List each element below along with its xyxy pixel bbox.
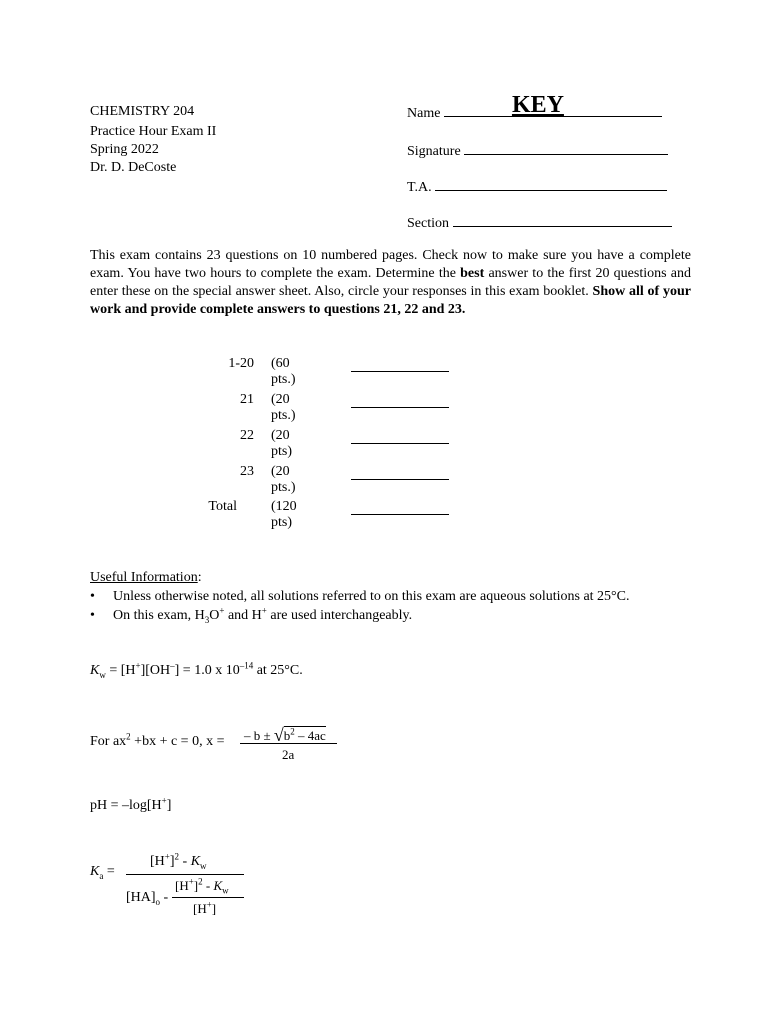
name-line xyxy=(444,92,662,118)
score-item: 23 xyxy=(240,464,254,479)
ka-num-minus: - xyxy=(179,854,191,869)
section-line xyxy=(453,214,672,227)
ka-ha-sub: o xyxy=(155,896,161,907)
quad-num-part1: – b ± xyxy=(244,728,271,743)
ka-k: K xyxy=(90,864,100,879)
ka-inner-k: K xyxy=(213,878,223,893)
score-item: 22 xyxy=(240,428,254,443)
ph-end: ] xyxy=(166,798,172,813)
score-blank[interactable] xyxy=(351,359,449,372)
ka-inner-den-plus: + xyxy=(206,899,212,910)
ka-inner-w: w xyxy=(222,885,229,896)
ka-inner-plus: + xyxy=(188,876,194,887)
useful-info-heading-text: Useful Information xyxy=(90,570,198,585)
quad-num-sq: 2 xyxy=(290,726,295,737)
bullet-1-text: Unless otherwise noted, all solutions referred to on this exam are aqueous solutions at 25°C. xyxy=(113,589,630,604)
signature-label: Signature xyxy=(407,144,461,159)
name-label: Name xyxy=(407,106,441,121)
kw-part2: ][OH xyxy=(140,663,171,678)
ta-line xyxy=(435,178,667,191)
ka-num-k: K xyxy=(190,854,201,869)
useful-info-heading: Useful Information: xyxy=(90,570,202,585)
score-item: Total xyxy=(208,499,237,514)
score-blank[interactable] xyxy=(351,467,449,480)
instructions-bold-end: Show all of your work and provide complete answers to questions 21, 22 and 23. xyxy=(90,284,691,317)
ka-numerator xyxy=(150,851,207,871)
ka-den-minus: - xyxy=(160,890,169,905)
quadratic-numerator xyxy=(244,724,326,745)
quad-radicand xyxy=(284,726,326,743)
instructions-paragraph xyxy=(90,247,691,319)
quad-lhs-b: +bx + c = 0, x = xyxy=(130,734,225,749)
bullet-2-text-c: O xyxy=(209,608,220,623)
ka-eq: = xyxy=(103,864,115,879)
ka-inner-den-h: [H xyxy=(193,901,207,916)
score-points: (60 pts.) xyxy=(271,356,296,387)
ka-lhs xyxy=(90,864,115,880)
kw-equation xyxy=(90,660,303,680)
ka-inner-denominator xyxy=(193,901,216,917)
ta-field[interactable] xyxy=(407,178,667,196)
bullet-2-text-g: are used interchangeably. xyxy=(266,608,413,623)
kw-sup2: – xyxy=(170,660,175,671)
ka-ha: [HA] xyxy=(126,890,156,905)
exam-title: Practice Hour Exam II xyxy=(90,124,217,139)
ka-sub: a xyxy=(99,870,104,881)
signature-line xyxy=(464,142,668,155)
ka-denominator-ha xyxy=(126,890,168,906)
section-label: Section xyxy=(407,216,449,231)
ka-inner-den-bracket: ] xyxy=(211,901,217,916)
bullet-1 xyxy=(90,589,630,605)
name-field[interactable] xyxy=(407,92,662,122)
score-points: (20 pts) xyxy=(271,428,292,459)
course-title: CHEMISTRY 204 xyxy=(90,104,195,119)
sqrt-icon: √ xyxy=(273,725,284,745)
ta-label: T.A. xyxy=(407,180,432,195)
instructions-bold-word: best xyxy=(460,266,485,281)
instructions-text: This exam contains 23 questions on 10 numbered pages. Check now to make sure you have a complete exam. You have two hours to complete the exam. Determine the xyxy=(90,248,691,281)
bullet-2-sup2: + xyxy=(261,605,267,616)
ka-inner-h: [H xyxy=(175,878,189,893)
ph-text: pH = –log[H xyxy=(90,798,162,813)
bullet-2-sub: 3 xyxy=(204,614,210,625)
ka-num-w: w xyxy=(200,860,207,871)
score-points: (20 pts.) xyxy=(271,464,296,495)
score-blank[interactable] xyxy=(351,431,449,444)
quadratic-denominator: 2a xyxy=(282,747,295,762)
ka-inner-sq: 2 xyxy=(198,876,203,887)
ka-inner-minus: - xyxy=(202,878,214,893)
score-item: 1-20 xyxy=(228,356,254,371)
kw-part3: ] = 1.0 x 10 xyxy=(174,663,240,678)
kw-k: K xyxy=(90,663,100,678)
quadratic-lhs xyxy=(90,731,225,750)
kw-sup1: + xyxy=(135,660,141,671)
score-points: (120 pts) xyxy=(271,499,297,530)
exam-term: Spring 2022 xyxy=(90,142,159,157)
bullet-2 xyxy=(90,605,413,625)
ka-num-sq: 2 xyxy=(174,851,180,862)
ka-fraction-bar xyxy=(126,874,244,875)
kw-part4: at 25°C. xyxy=(253,663,303,678)
bullet-2-text: On this exam, H xyxy=(113,608,205,623)
instructions-text2: answer to the first 20 questions and enter these on the special answer sheet. Also, circle your responses in this exam booklet. xyxy=(90,266,691,299)
score-blank[interactable] xyxy=(351,395,449,408)
quad-num-4ac: – 4ac xyxy=(294,728,326,743)
ph-equation xyxy=(90,795,172,814)
bullet-2-sup: + xyxy=(219,605,225,616)
kw-part1: = [H xyxy=(105,663,136,678)
signature-field[interactable] xyxy=(407,142,668,160)
bullet-icon: • xyxy=(90,608,95,623)
ph-sup: + xyxy=(161,795,167,806)
name-value: KEY xyxy=(511,92,564,118)
ka-num-plus: + xyxy=(164,851,170,862)
quad-num-b: b xyxy=(283,728,291,743)
instructor-name: Dr. D. DeCoste xyxy=(90,160,177,175)
ka-inner-bracket: ] xyxy=(193,878,199,893)
section-field[interactable] xyxy=(407,214,672,232)
ka-num-bracket: ] xyxy=(169,854,175,869)
kw-sub: w xyxy=(99,669,106,680)
score-points: (20 pts.) xyxy=(271,392,296,423)
score-item: 21 xyxy=(240,392,254,407)
score-blank[interactable] xyxy=(351,502,449,515)
kw-exponent: –14 xyxy=(239,660,254,671)
ka-inner-numerator xyxy=(175,878,229,894)
ka-inner-fraction-bar xyxy=(172,897,244,898)
quad-lhs-a: For ax xyxy=(90,734,127,749)
quad-lhs-sq: 2 xyxy=(126,731,131,742)
bullet-icon: • xyxy=(90,589,95,604)
bullet-2-text-e: and H xyxy=(224,608,262,623)
ka-num-h: [H xyxy=(150,854,165,869)
quadratic-fraction-bar xyxy=(240,743,337,744)
